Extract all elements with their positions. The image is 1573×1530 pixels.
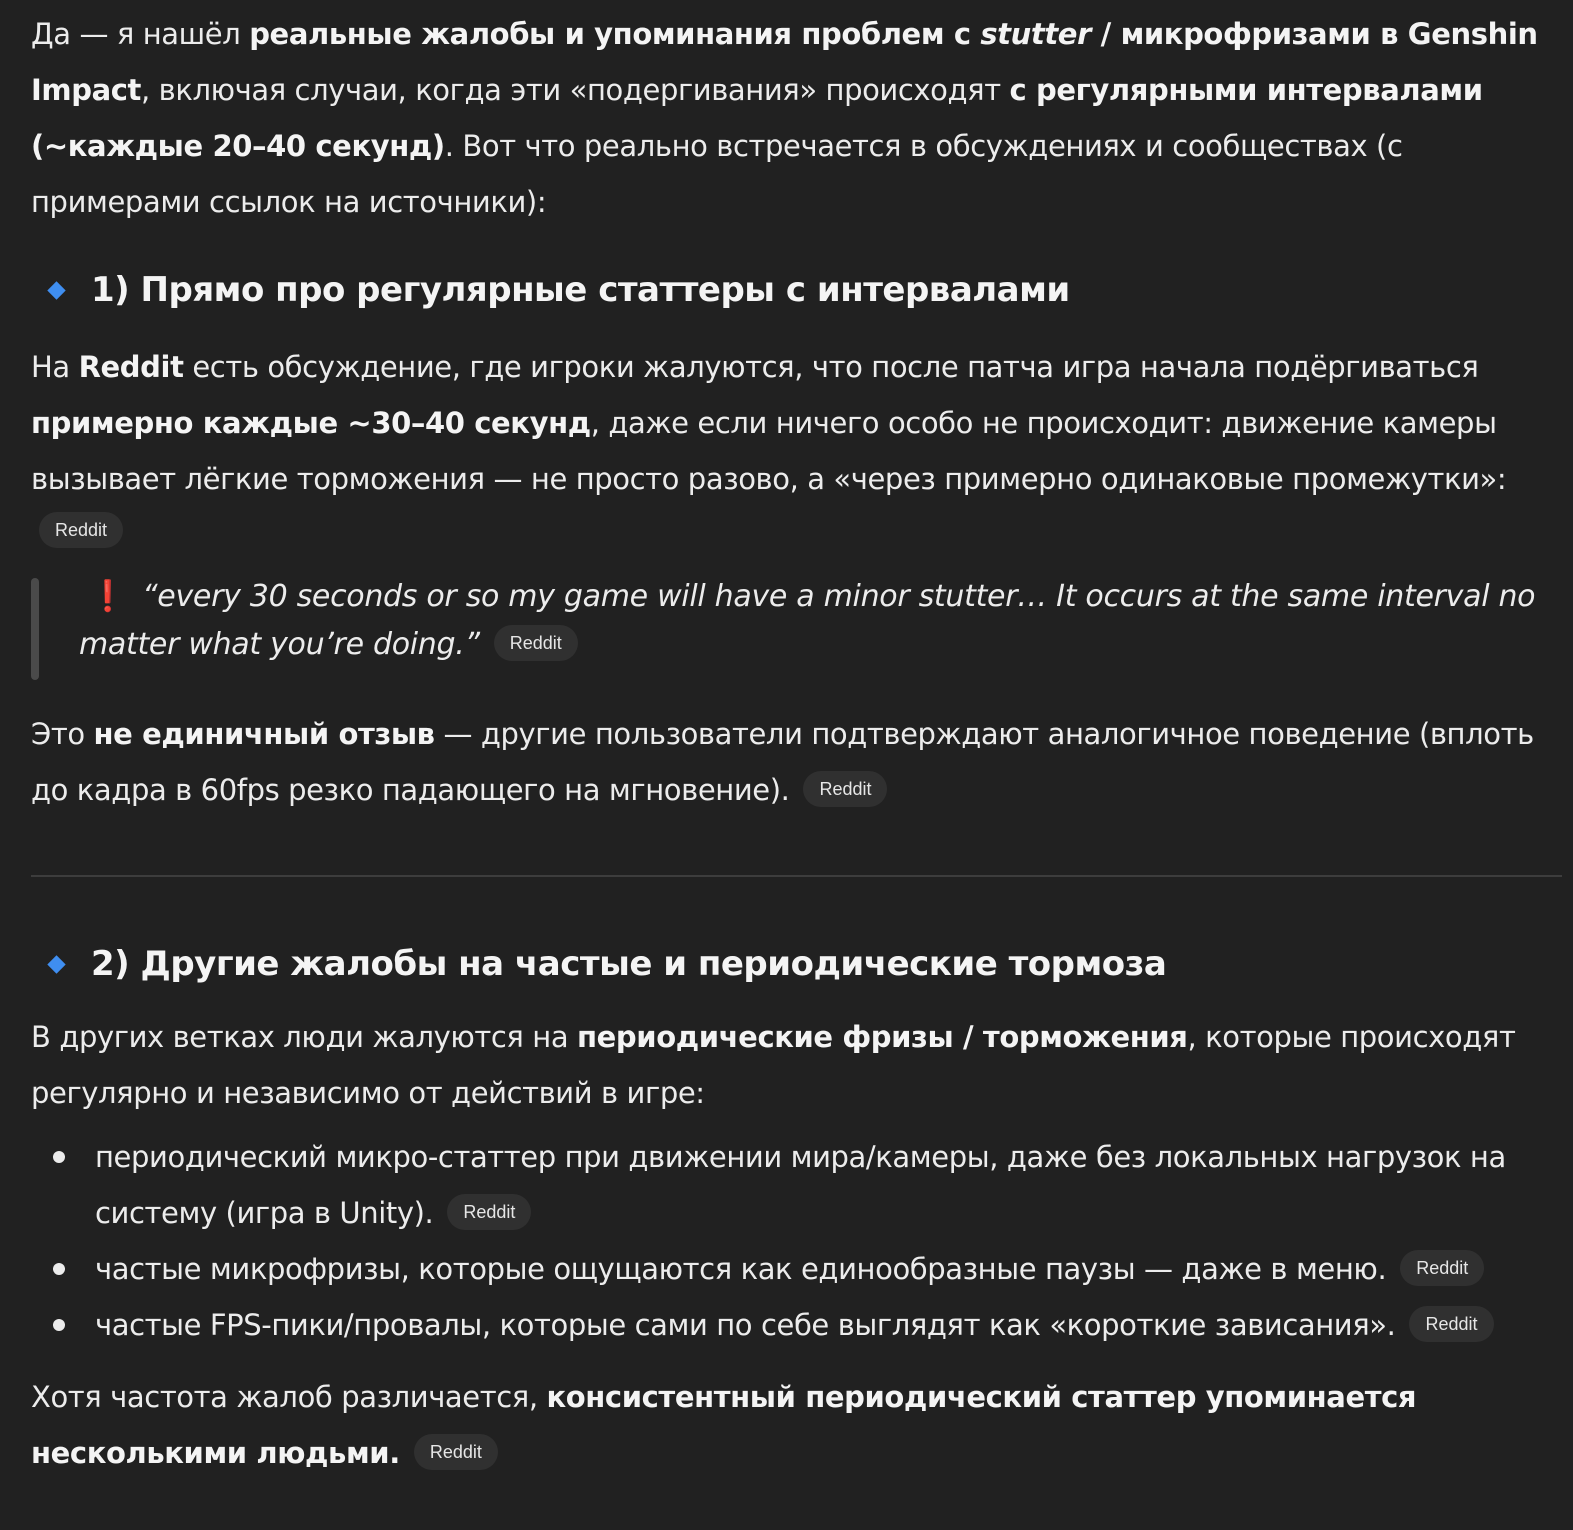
s1-bold-1: Reddit	[78, 350, 184, 384]
citation-chip-reddit[interactable]: Reddit	[1409, 1306, 1493, 1342]
conclusion-paragraph	[31, 1369, 1562, 1481]
section-2-heading	[31, 939, 1562, 989]
list-item	[31, 1297, 1562, 1353]
section-1-heading	[31, 265, 1562, 315]
quote-bar	[31, 578, 39, 680]
section-1-heading-text: 1) Прямо про регулярные статтеры с интервалами	[91, 270, 1070, 310]
s2-bold-1: периодические фризы / торможения	[577, 1020, 1188, 1054]
citation-chip-reddit[interactable]: Reddit	[494, 625, 578, 661]
intro-bold-italic: stutter	[980, 17, 1091, 51]
conclusion-bold: консистентный периодический статтер упоминается несколькими людьми.	[31, 1380, 1417, 1470]
citation-chip-reddit[interactable]: Reddit	[1400, 1250, 1484, 1286]
bullet-list	[31, 1129, 1562, 1353]
section-divider	[31, 875, 1562, 877]
quote-text: “every 30 seconds or so my game will have a minor stutter… It occurs at the same interval no matter what you’re doing.”	[79, 579, 1536, 662]
intro-paragraph	[31, 6, 1562, 230]
chat-message	[31, 6, 1562, 1481]
s1p2-text-1: Это	[31, 717, 94, 751]
section-2-heading-wrap	[31, 939, 1562, 989]
s1-text-2: есть обсуждение, где игроки жалуются, что после патча игра начала подёргиваться	[183, 350, 1479, 384]
blue-diamond-icon	[47, 955, 65, 973]
s1-bold-2: примерно каждые ~30–40 секунд	[31, 406, 591, 440]
blockquote	[31, 573, 1562, 669]
bullet-dot-icon	[53, 1319, 65, 1331]
citation-chip-reddit[interactable]: Reddit	[414, 1434, 498, 1470]
intro-bold-1-text: реальные жалобы и упоминания проблем с	[249, 17, 981, 51]
s1-text-1: На	[31, 350, 79, 384]
intro-bold-3: с регулярными интервалами (~каждые 20–40 секунд)	[31, 73, 1483, 163]
bullet-dot-icon	[53, 1151, 65, 1163]
citation-chip-reddit[interactable]: Reddit	[447, 1194, 531, 1230]
section-1-paragraph-2	[31, 706, 1562, 818]
citation-chip-reddit[interactable]: Reddit	[803, 771, 887, 807]
section-2-heading-text: 2) Другие жалобы на частые и периодические тормоза	[91, 944, 1167, 984]
s1p2-bold-1: не единичный отзыв	[93, 717, 435, 751]
section-2-paragraph	[31, 1009, 1562, 1121]
intro-text-3: . Вот что реально встречается в обсуждениях и сообществах (с примерами ссылок на источники):	[31, 129, 1403, 219]
section-1-paragraph	[31, 339, 1562, 507]
intro-text-1: Да — я нашёл	[31, 17, 250, 51]
section-1-heading-wrap	[31, 265, 1562, 315]
section-1-citation-row	[31, 509, 1562, 555]
list-item	[31, 1241, 1562, 1297]
list-item-text: периодический микро-статтер при движении мира/камеры, даже без локальных нагрузок на систему (игра в Unity).	[95, 1140, 1506, 1230]
intro-bold-2-text: / микрофризами в Genshin Impact	[31, 17, 1538, 107]
list-item-text: частые микрофризы, которые ощущаются как единообразные паузы — даже в меню.	[95, 1252, 1387, 1286]
bullet-dot-icon	[53, 1263, 65, 1275]
s1p2-text-2: — другие пользователи подтверждают аналогичное поведение (вплоть до кадра в 60fps резко падающего на мгновение).	[31, 717, 1534, 807]
conclusion-text-1: Хотя частота жалоб различается,	[31, 1380, 547, 1414]
list-item-text: частые FPS-пики/провалы, которые сами по себе выглядят как «короткие зависания».	[95, 1308, 1396, 1342]
exclamation-icon: ❗	[89, 579, 127, 614]
s2-text-1: В других ветках люди жалуются на	[31, 1020, 578, 1054]
blue-diamond-icon	[47, 281, 65, 299]
s1-text-3: , даже если ничего особо не происходит: движение камеры вызывает лёгкие торможения — не просто разово, а «через примерно одинаковые промежутки»:	[31, 406, 1507, 496]
s2-text-2: , которые происходят регулярно и независимо от действий в игре:	[31, 1020, 1516, 1110]
list-item	[31, 1129, 1562, 1241]
intro-text-2: , включая случаи, когда эти «подергивания» происходят	[141, 73, 1010, 107]
citation-chip-reddit[interactable]: Reddit	[39, 512, 123, 548]
